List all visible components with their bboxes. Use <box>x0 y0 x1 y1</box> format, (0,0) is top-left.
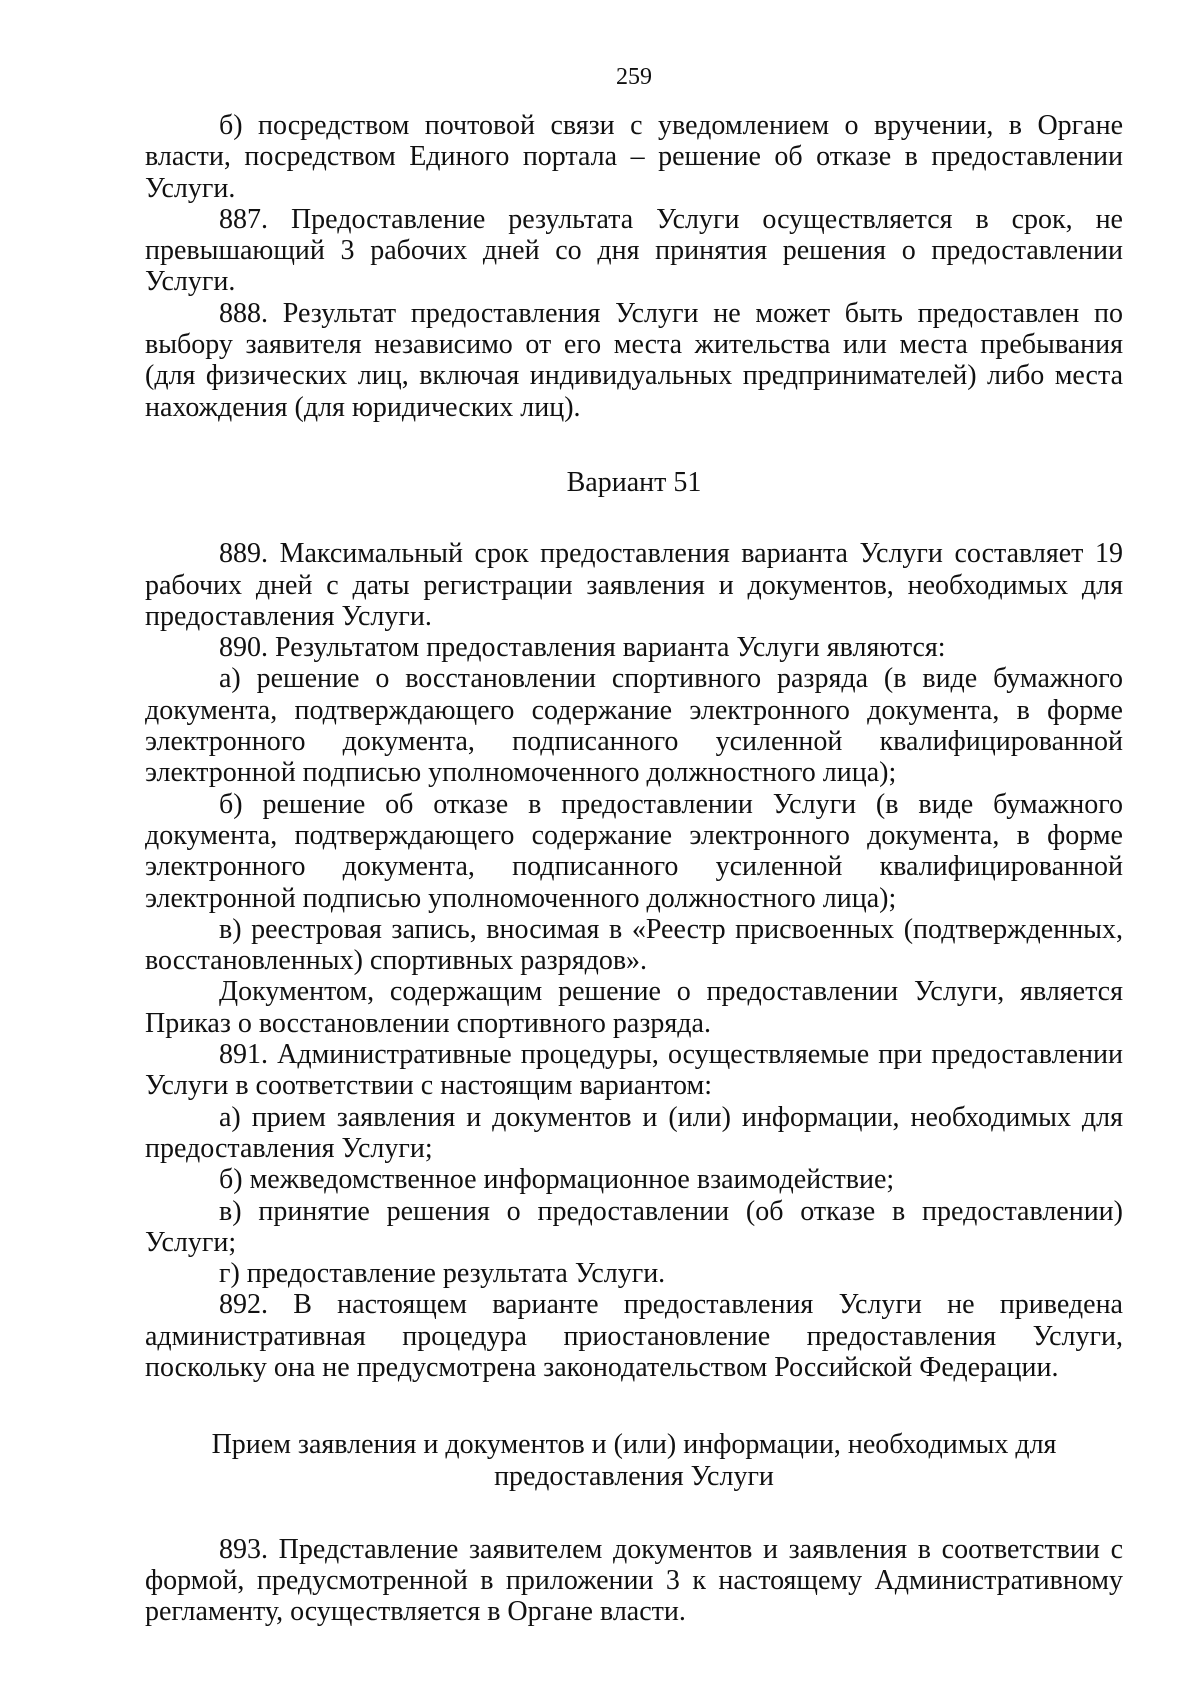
paragraph-888: 888. Результат предоставления Услуги не может быть предоставлен по выбору заявителя независимо от его места жительства или места пребывания (для физических лиц, включая индивидуальных предпринимателей) либо места нахождения (для юридических лиц). <box>145 297 1123 423</box>
section-heading: Прием заявления и документов и (или) информации, необходимых для предоставления Услуги <box>211 1429 1057 1492</box>
paragraph-891-b: б) межведомственное информационное взаимодействие; <box>219 1164 895 1196</box>
paragraph-890-a: а) решение о восстановлении спортивного разряда (в виде бумажного документа, подтверждающего содержание электронного документа, в форме электронного документа, подписанного усиленной квалифицированной электронной подписью уполномоченного должностного лица); <box>145 663 1123 789</box>
paragraph-891-v: в) принятие решения о предоставлении (об отказе в предоставлении) Услуги; <box>145 1195 1123 1258</box>
page-number: 259 <box>616 64 652 90</box>
paragraph-891-a: а) прием заявления и документов и (или) информации, необходимых для предоставления Услуги; <box>145 1101 1123 1164</box>
paragraph-890-v: в) реестровая запись, вносимая в «Реестр присвоенных (подтвержденных, восстановленных) спортивных разрядов». <box>145 913 1123 977</box>
paragraph-decision-document: Документом, содержащим решение о предоставлении Услуги, является Приказ о восстановлении спортивного разряда. <box>145 976 1123 1039</box>
paragraph-892: 892. В настоящем варианте предоставления Услуги не приведена административная процедура приостановление предоставления Услуги, поскольку она не предусмотрена законодательством Российской Федерации. <box>145 1289 1123 1383</box>
document-page <box>145 62 1123 1628</box>
paragraph-890: 890. Результатом предоставления варианта Услуги являются: <box>219 632 946 664</box>
paragraph-887: 887. Предоставление результата Услуги осуществляется в срок, не превышающий 3 рабочих дней со дня принятия решения о предоставлении Услуги. <box>145 203 1123 298</box>
paragraph-893: 893. Представление заявителем документов и заявления в соответствии с формой, предусмотренной в приложении 3 к настоящему Административному регламенту, осуществляется в Органе власти. <box>145 1533 1123 1628</box>
paragraph-889: 889. Максимальный срок предоставления варианта Услуги составляет 19 рабочих дней с даты регистрации заявления и документов, необходимых для предоставления Услуги. <box>145 538 1123 632</box>
paragraph-891: 891. Административные процедуры, осуществляемые при предоставлении Услуги в соответствии с настоящим вариантом: <box>145 1039 1123 1102</box>
paragraph-891-g: г) предоставление результата Услуги. <box>219 1258 666 1290</box>
paragraph-890-b: б) решение об отказе в предоставлении Услуги (в виде бумажного документа, подтверждающего содержание электронного документа, в форме электронного документа, подписанного усиленной квалифицированной электронной подписью уполномоченного должностного лица); <box>145 788 1123 914</box>
variant-heading: Вариант 51 <box>566 466 702 498</box>
paragraph-delivery-by-post: б) посредством почтовой связи с уведомлением о вручении, в Органе власти, посредством Единого портала – решение об отказе в предоставлении Услуги. <box>145 110 1123 204</box>
